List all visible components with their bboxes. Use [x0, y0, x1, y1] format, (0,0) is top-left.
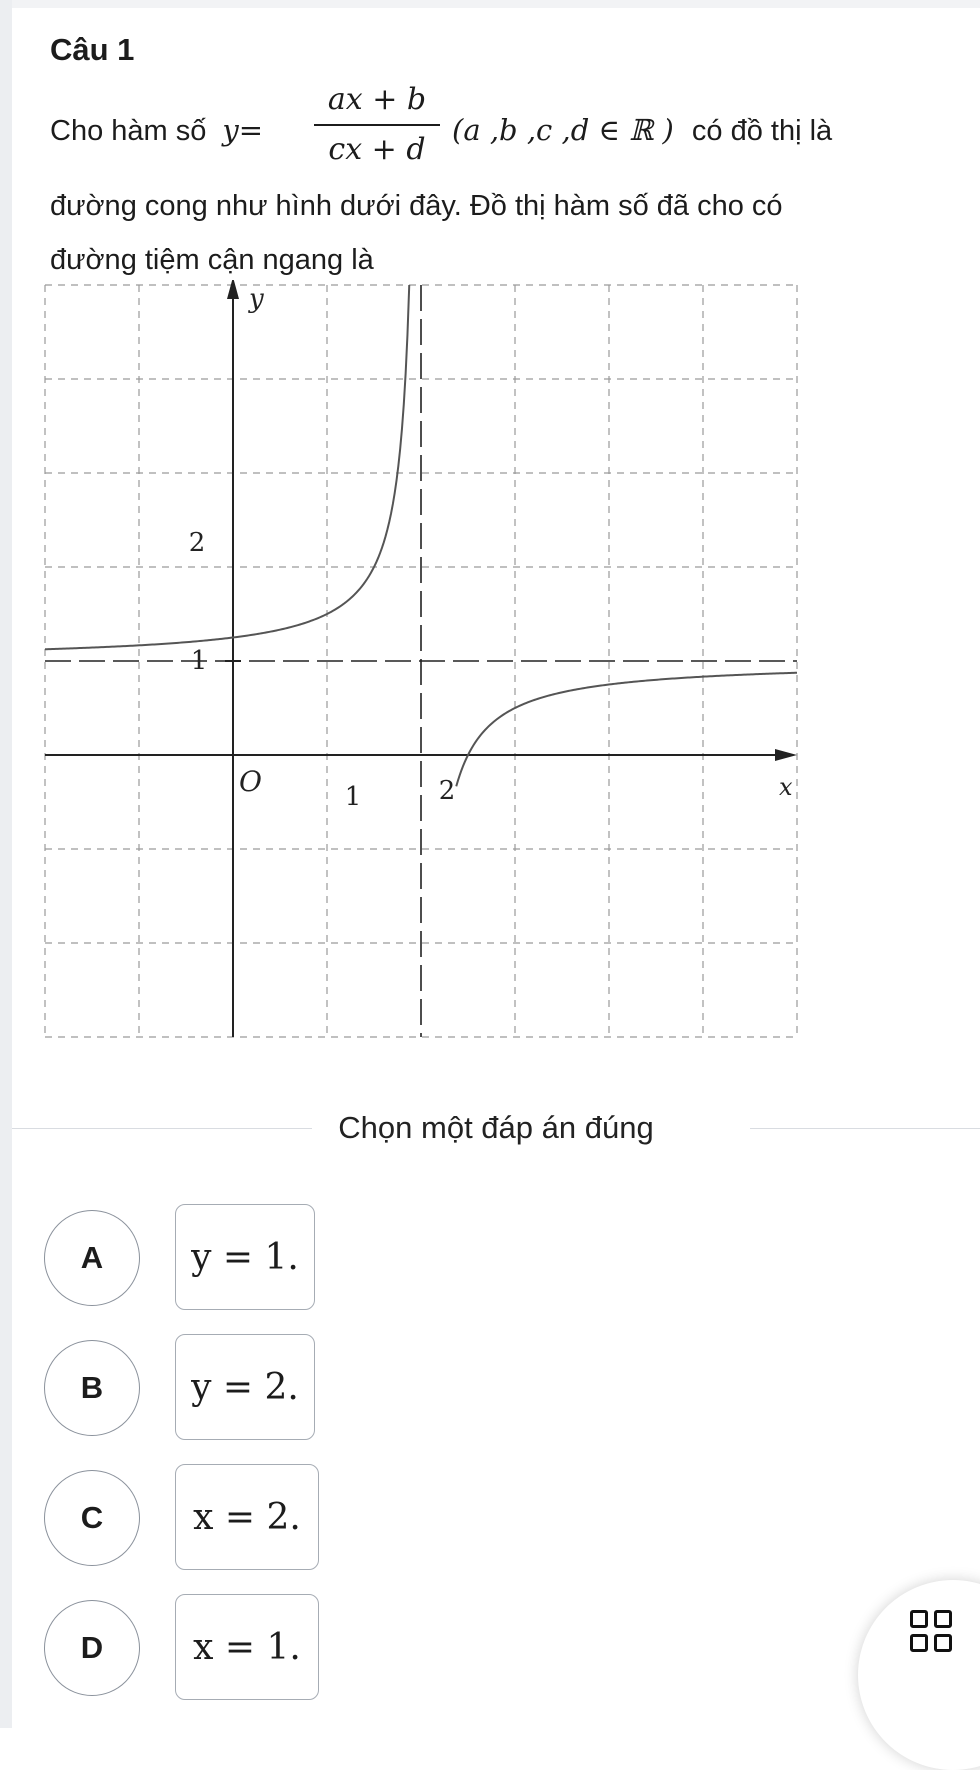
origin-label: O: [239, 765, 262, 798]
top-strip: [12, 0, 980, 8]
function-fraction: [314, 80, 440, 170]
option-d-answer[interactable]: x = 1.: [175, 1594, 319, 1700]
y-tick-label-1: 1: [190, 646, 208, 676]
option-d-circle[interactable]: D: [44, 1600, 140, 1696]
x-axis-label: x: [779, 773, 793, 801]
option-b-circle[interactable]: B: [44, 1340, 140, 1436]
y-axis-arrow: [227, 280, 239, 299]
option-c-answer[interactable]: x = 2.: [175, 1464, 319, 1570]
x-axis-arrow: [775, 749, 797, 761]
divider-label: Chọn một đáp án đúng: [338, 1110, 654, 1145]
asymptotes: [45, 285, 797, 1037]
parameter-condition: (a ,b ,c ,d ∈ ℝ ): [452, 113, 674, 147]
divider-line-right: [750, 1128, 980, 1129]
x-tick-label-1: 1: [344, 782, 362, 812]
x-tick-label-2: 2: [438, 776, 456, 806]
question-line1-prefix: Cho hàm số: [50, 115, 207, 147]
grid-icon-cell: [910, 1634, 928, 1652]
y-axis-label: y: [249, 284, 264, 314]
question-line1-suffix: có đồ thị là: [691, 115, 833, 147]
question-line-3: đường tiệm cận ngang là: [50, 244, 374, 276]
question-line-2: đường cong như hình dưới đây. Đồ thị hàm số đã cho có: [50, 190, 783, 222]
curve-left-branch: [45, 285, 409, 649]
fraction-numerator: ax + b: [327, 82, 427, 117]
y-tick-label-2: 2: [188, 528, 206, 558]
function-graph: [40, 280, 830, 1070]
grid-icon[interactable]: [910, 1610, 952, 1652]
fraction-denominator: cx + d: [328, 132, 426, 167]
question-line-1-tail: [452, 110, 832, 151]
option-b-answer[interactable]: y = 2.: [175, 1334, 315, 1440]
answer-divider: [12, 1108, 980, 1148]
grid-icon-cell: [934, 1610, 952, 1628]
curve-right-branch: [456, 673, 797, 787]
question-title: Câu 1: [50, 32, 135, 67]
fraction-bar: [314, 124, 440, 126]
option-a-circle[interactable]: A: [44, 1210, 140, 1306]
option-a-answer[interactable]: y = 1.: [175, 1204, 315, 1310]
option-c-circle[interactable]: C: [44, 1470, 140, 1566]
y-equals: y=: [222, 113, 264, 147]
grid-icon-cell: [910, 1610, 928, 1628]
grid-icon-cell: [934, 1634, 952, 1652]
question-menu-button[interactable]: [858, 1580, 980, 1770]
left-rail: [0, 0, 12, 1728]
question-line-1: [50, 110, 263, 151]
